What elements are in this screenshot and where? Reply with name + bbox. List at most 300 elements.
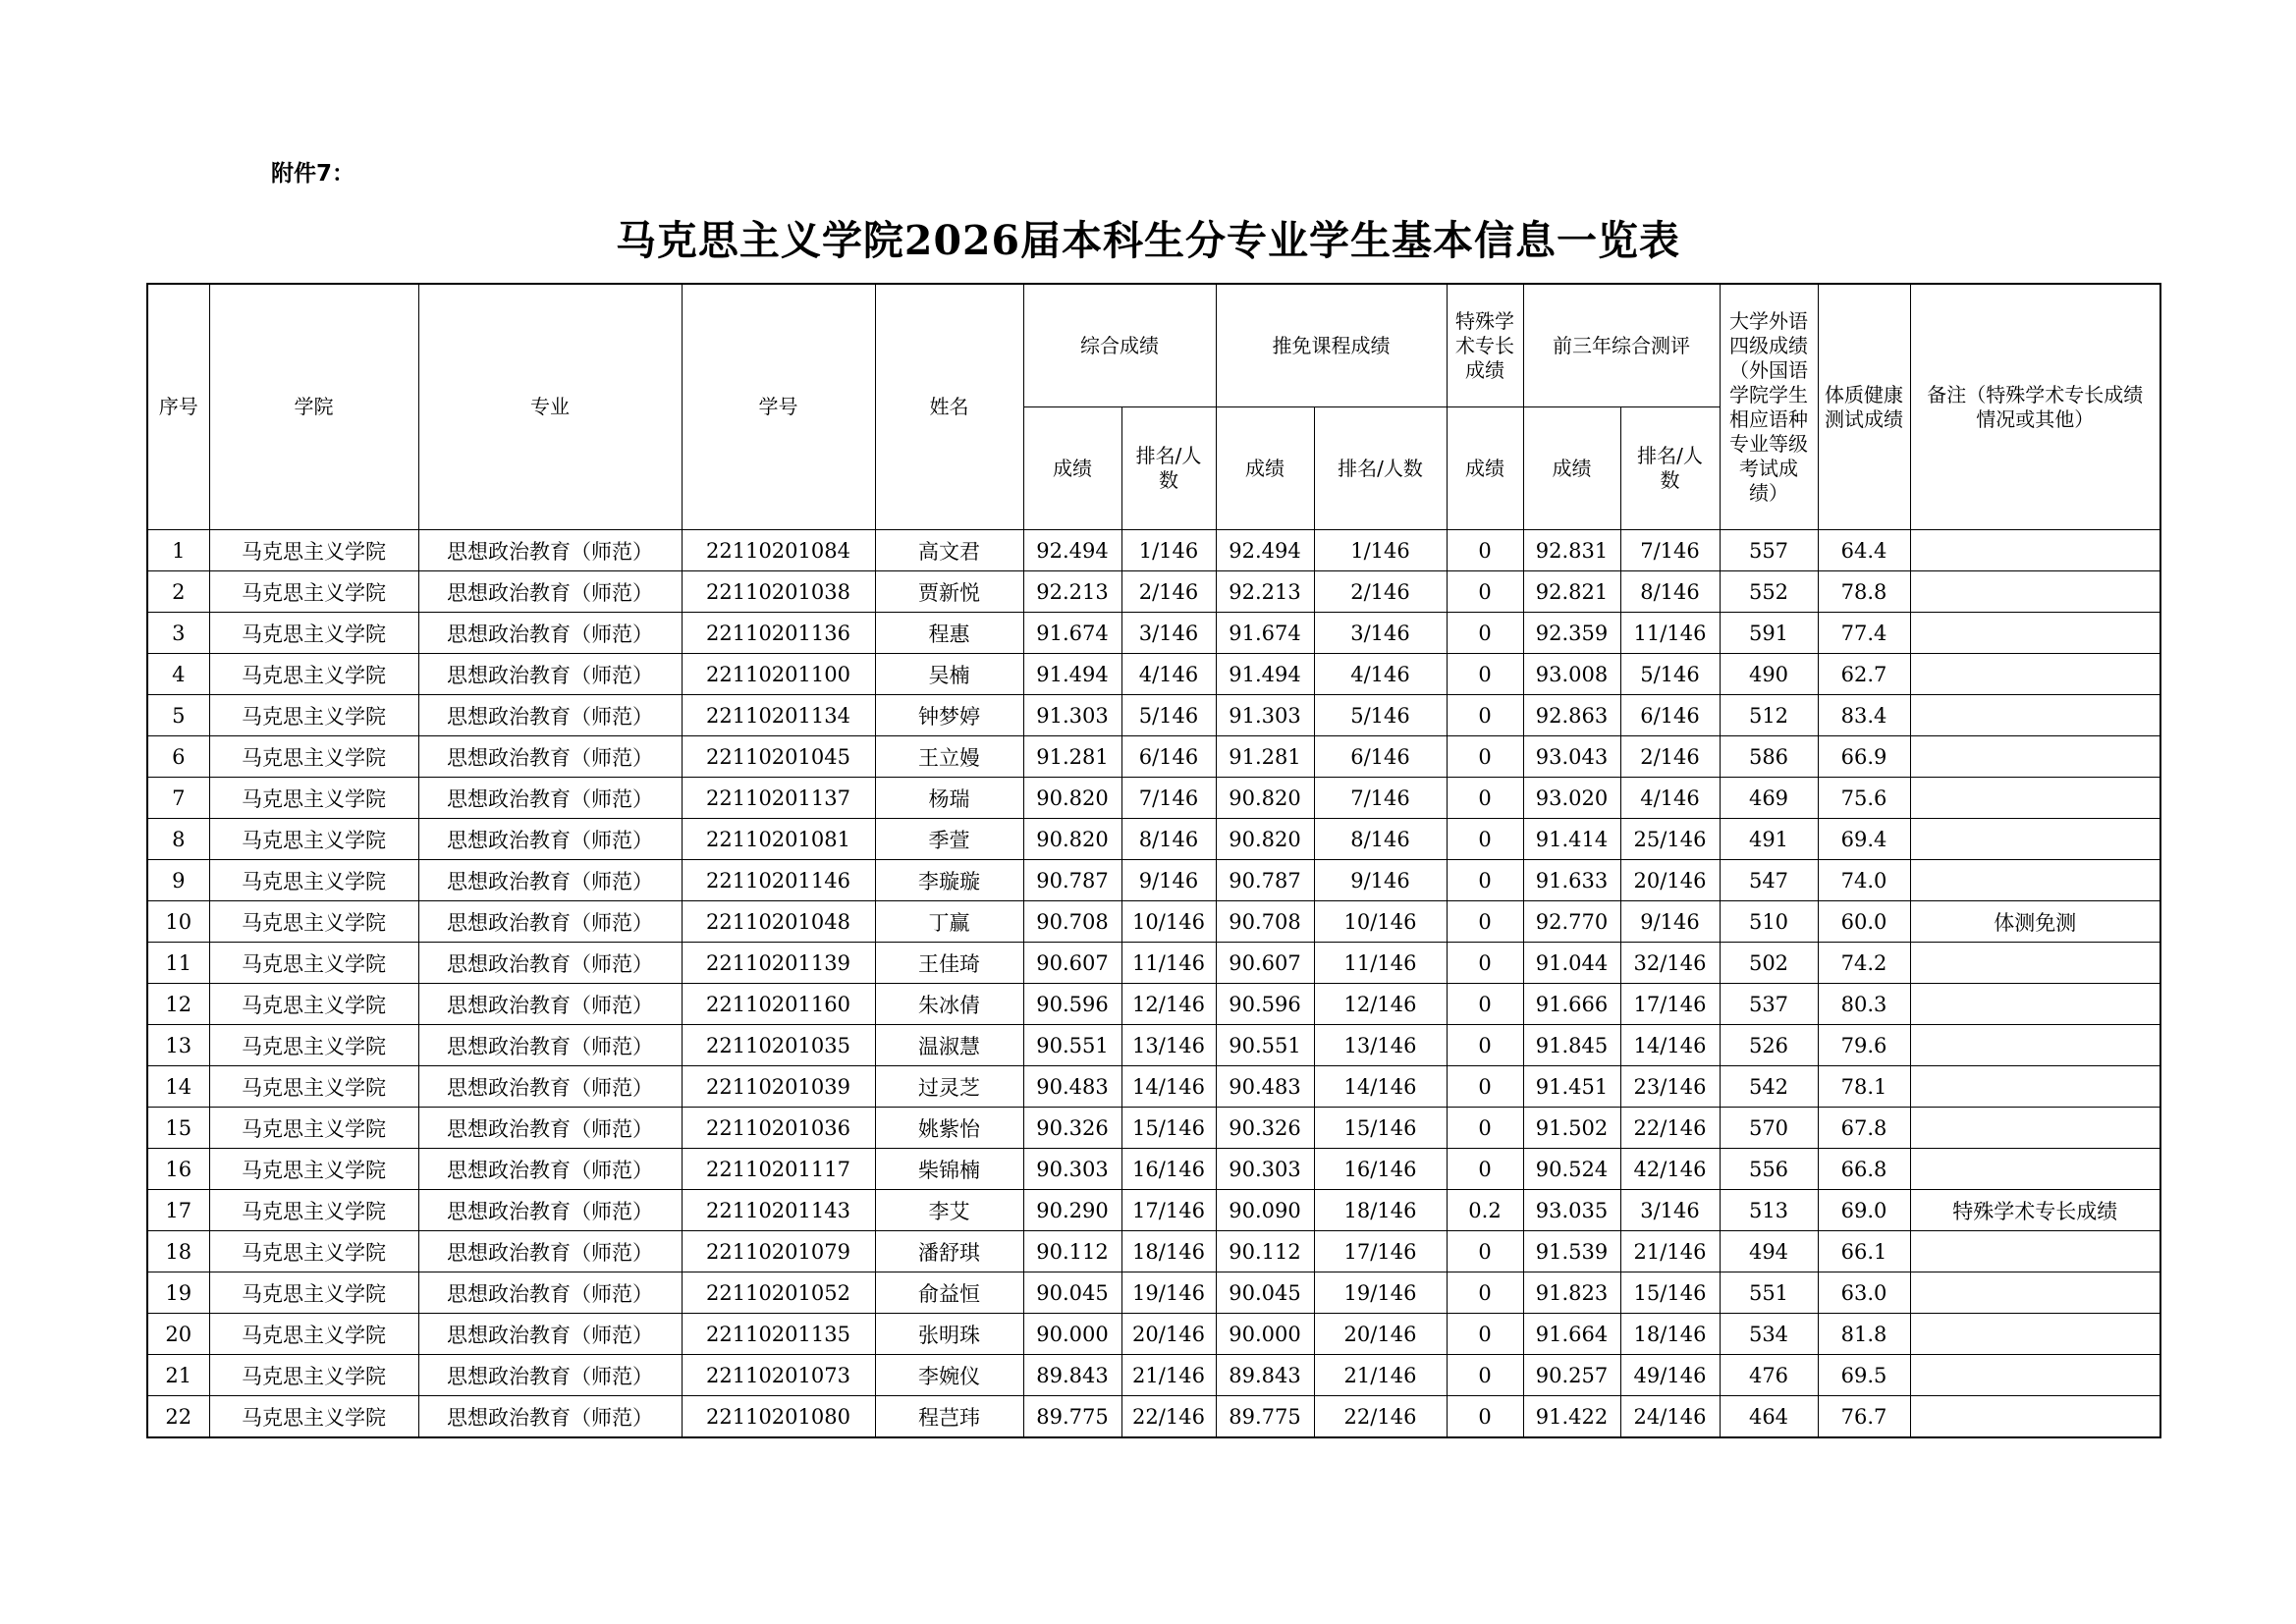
cell-recommend-score: 92.494 [1216, 530, 1314, 571]
cell-fitness: 69.0 [1818, 1190, 1910, 1231]
header-student-id: 学号 [682, 284, 875, 530]
cell-remark [1910, 943, 2160, 984]
cell-student-id: 22110201081 [682, 819, 875, 860]
cell-remark [1910, 613, 2160, 654]
cell-special-score: 0 [1447, 1231, 1523, 1272]
cell-three-year-score: 91.823 [1523, 1272, 1620, 1314]
cell-special-score: 0 [1447, 1314, 1523, 1355]
cell-composite-score: 90.112 [1023, 1231, 1121, 1272]
cell-seq: 4 [147, 654, 209, 695]
cell-three-year-rank: 14/146 [1620, 1025, 1720, 1066]
cell-composite-rank: 17/146 [1121, 1190, 1216, 1231]
cell-student-id: 22110201134 [682, 695, 875, 736]
cell-name: 姚紫怡 [875, 1108, 1023, 1149]
cell-cet4: 534 [1720, 1314, 1818, 1355]
cell-cet4: 570 [1720, 1108, 1818, 1149]
cell-recommend-score: 90.112 [1216, 1231, 1314, 1272]
cell-three-year-rank: 25/146 [1620, 819, 1720, 860]
cell-composite-score: 91.674 [1023, 613, 1121, 654]
header-special-score: 成绩 [1447, 407, 1523, 530]
cell-composite-rank: 8/146 [1121, 819, 1216, 860]
cell-composite-score: 90.326 [1023, 1108, 1121, 1149]
cell-seq: 5 [147, 695, 209, 736]
cell-three-year-score: 92.831 [1523, 530, 1620, 571]
cell-composite-rank: 20/146 [1121, 1314, 1216, 1355]
cell-three-year-score: 92.821 [1523, 571, 1620, 613]
cell-name: 张明珠 [875, 1314, 1023, 1355]
cell-three-year-rank: 2/146 [1620, 736, 1720, 778]
cell-major: 思想政治教育（师范） [418, 819, 682, 860]
cell-remark [1910, 1314, 2160, 1355]
cell-fitness: 78.1 [1818, 1066, 1910, 1108]
cell-fitness: 74.2 [1818, 943, 1910, 984]
cell-seq: 14 [147, 1066, 209, 1108]
cell-student-id: 22110201160 [682, 984, 875, 1025]
cell-student-id: 22110201143 [682, 1190, 875, 1231]
cell-name: 吴楠 [875, 654, 1023, 695]
cell-cet4: 469 [1720, 778, 1818, 819]
cell-student-id: 22110201135 [682, 1314, 875, 1355]
cell-name: 程芑玮 [875, 1396, 1023, 1438]
table-row [147, 984, 2160, 1025]
cell-college: 马克思主义学院 [209, 778, 418, 819]
cell-recommend-score: 90.708 [1216, 901, 1314, 943]
cell-composite-rank: 15/146 [1121, 1108, 1216, 1149]
cell-remark [1910, 1396, 2160, 1438]
cell-college: 马克思主义学院 [209, 736, 418, 778]
cell-college: 马克思主义学院 [209, 1396, 418, 1438]
cell-major: 思想政治教育（师范） [418, 736, 682, 778]
cell-special-score: 0 [1447, 654, 1523, 695]
cell-composite-rank: 6/146 [1121, 736, 1216, 778]
cell-fitness: 60.0 [1818, 901, 1910, 943]
cell-composite-score: 90.596 [1023, 984, 1121, 1025]
cell-seq: 18 [147, 1231, 209, 1272]
cell-three-year-rank: 49/146 [1620, 1355, 1720, 1396]
table-row [147, 1272, 2160, 1314]
cell-major: 思想政治教育（师范） [418, 1190, 682, 1231]
cell-special-score: 0 [1447, 943, 1523, 984]
cell-cet4: 464 [1720, 1396, 1818, 1438]
cell-name: 李艾 [875, 1190, 1023, 1231]
cell-composite-score: 91.281 [1023, 736, 1121, 778]
cell-remark [1910, 1108, 2160, 1149]
cell-seq: 8 [147, 819, 209, 860]
cell-major: 思想政治教育（师范） [418, 1108, 682, 1149]
cell-student-id: 22110201048 [682, 901, 875, 943]
table-row [147, 778, 2160, 819]
cell-fitness: 67.8 [1818, 1108, 1910, 1149]
cell-composite-score: 90.290 [1023, 1190, 1121, 1231]
cell-recommend-score: 90.551 [1216, 1025, 1314, 1066]
cell-remark [1910, 654, 2160, 695]
cell-composite-rank: 13/146 [1121, 1025, 1216, 1066]
cell-composite-score: 90.607 [1023, 943, 1121, 984]
cell-recommend-rank: 20/146 [1314, 1314, 1447, 1355]
cell-student-id: 22110201084 [682, 530, 875, 571]
cell-seq: 17 [147, 1190, 209, 1231]
cell-remark [1910, 1355, 2160, 1396]
cell-recommend-score: 90.090 [1216, 1190, 1314, 1231]
header-composite: 综合成绩 [1023, 284, 1216, 407]
cell-student-id: 22110201080 [682, 1396, 875, 1438]
table-row [147, 736, 2160, 778]
cell-recommend-rank: 6/146 [1314, 736, 1447, 778]
cell-name: 温淑慧 [875, 1025, 1023, 1066]
cell-fitness: 79.6 [1818, 1025, 1910, 1066]
cell-seq: 16 [147, 1149, 209, 1190]
cell-three-year-score: 91.539 [1523, 1231, 1620, 1272]
cell-three-year-score: 91.666 [1523, 984, 1620, 1025]
cell-college: 马克思主义学院 [209, 1108, 418, 1149]
cell-three-year-rank: 9/146 [1620, 901, 1720, 943]
cell-special-score: 0 [1447, 778, 1523, 819]
cell-three-year-score: 91.633 [1523, 860, 1620, 901]
cell-major: 思想政治教育（师范） [418, 901, 682, 943]
cell-three-year-rank: 42/146 [1620, 1149, 1720, 1190]
cell-fitness: 64.4 [1818, 530, 1910, 571]
cell-recommend-rank: 7/146 [1314, 778, 1447, 819]
cell-student-id: 22110201036 [682, 1108, 875, 1149]
cell-cet4: 547 [1720, 860, 1818, 901]
cell-three-year-rank: 23/146 [1620, 1066, 1720, 1108]
cell-seq: 13 [147, 1025, 209, 1066]
cell-major: 思想政治教育（师范） [418, 943, 682, 984]
table-row [147, 901, 2160, 943]
cell-recommend-rank: 19/146 [1314, 1272, 1447, 1314]
cell-three-year-rank: 17/146 [1620, 984, 1720, 1025]
cell-fitness: 75.6 [1818, 778, 1910, 819]
cell-seq: 22 [147, 1396, 209, 1438]
cell-major: 思想政治教育（师范） [418, 1231, 682, 1272]
cell-three-year-score: 91.414 [1523, 819, 1620, 860]
cell-recommend-rank: 14/146 [1314, 1066, 1447, 1108]
cell-college: 马克思主义学院 [209, 1272, 418, 1314]
cell-recommend-score: 92.213 [1216, 571, 1314, 613]
cell-remark [1910, 1066, 2160, 1108]
cell-special-score: 0 [1447, 819, 1523, 860]
cell-cet4: 586 [1720, 736, 1818, 778]
table-row [147, 1231, 2160, 1272]
cell-composite-rank: 7/146 [1121, 778, 1216, 819]
cell-name: 丁赢 [875, 901, 1023, 943]
cell-special-score: 0 [1447, 613, 1523, 654]
cell-remark [1910, 530, 2160, 571]
cell-seq: 9 [147, 860, 209, 901]
cell-three-year-score: 91.451 [1523, 1066, 1620, 1108]
cell-recommend-rank: 16/146 [1314, 1149, 1447, 1190]
cell-seq: 6 [147, 736, 209, 778]
cell-student-id: 22110201136 [682, 613, 875, 654]
cell-remark [1910, 984, 2160, 1025]
cell-special-score: 0 [1447, 695, 1523, 736]
cell-recommend-rank: 8/146 [1314, 819, 1447, 860]
cell-three-year-score: 92.770 [1523, 901, 1620, 943]
table-body [147, 530, 2160, 1438]
cell-seq: 7 [147, 778, 209, 819]
cell-remark [1910, 1272, 2160, 1314]
cell-special-score: 0 [1447, 984, 1523, 1025]
cell-major: 思想政治教育（师范） [418, 695, 682, 736]
cell-cet4: 491 [1720, 819, 1818, 860]
cell-composite-score: 92.494 [1023, 530, 1121, 571]
cell-three-year-score: 93.008 [1523, 654, 1620, 695]
table-row [147, 654, 2160, 695]
header-fitness: 体质健康测试成绩 [1818, 284, 1910, 530]
cell-fitness: 76.7 [1818, 1396, 1910, 1438]
cell-name: 王佳琦 [875, 943, 1023, 984]
table-row [147, 695, 2160, 736]
cell-student-id: 22110201139 [682, 943, 875, 984]
header-cet4: 大学外语四级成绩（外国语学院学生相应语种专业等级考试成绩） [1720, 284, 1818, 530]
cell-name: 李婉仪 [875, 1355, 1023, 1396]
cell-three-year-score: 93.035 [1523, 1190, 1620, 1231]
cell-composite-score: 91.494 [1023, 654, 1121, 695]
cell-fitness: 66.8 [1818, 1149, 1910, 1190]
table-row [147, 530, 2160, 571]
cell-major: 思想政治教育（师范） [418, 1066, 682, 1108]
cell-special-score: 0 [1447, 1355, 1523, 1396]
cell-composite-score: 90.000 [1023, 1314, 1121, 1355]
cell-recommend-rank: 17/146 [1314, 1231, 1447, 1272]
cell-student-id: 22110201052 [682, 1272, 875, 1314]
cell-three-year-score: 93.020 [1523, 778, 1620, 819]
table-row [147, 1396, 2160, 1438]
cell-cet4: 591 [1720, 613, 1818, 654]
cell-three-year-rank: 15/146 [1620, 1272, 1720, 1314]
cell-seq: 20 [147, 1314, 209, 1355]
table-row [147, 1314, 2160, 1355]
cell-composite-rank: 5/146 [1121, 695, 1216, 736]
cell-fitness: 69.4 [1818, 819, 1910, 860]
cell-special-score: 0 [1447, 1396, 1523, 1438]
cell-recommend-rank: 12/146 [1314, 984, 1447, 1025]
cell-fitness: 69.5 [1818, 1355, 1910, 1396]
cell-major: 思想政治教育（师范） [418, 613, 682, 654]
table-row [147, 1108, 2160, 1149]
cell-name: 高文君 [875, 530, 1023, 571]
cell-composite-score: 90.820 [1023, 819, 1121, 860]
cell-fitness: 80.3 [1818, 984, 1910, 1025]
cell-recommend-score: 90.820 [1216, 778, 1314, 819]
cell-fitness: 62.7 [1818, 654, 1910, 695]
cell-major: 思想政治教育（师范） [418, 984, 682, 1025]
cell-college: 马克思主义学院 [209, 943, 418, 984]
cell-college: 马克思主义学院 [209, 819, 418, 860]
cell-college: 马克思主义学院 [209, 1149, 418, 1190]
cell-recommend-score: 91.303 [1216, 695, 1314, 736]
cell-major: 思想政治教育（师范） [418, 778, 682, 819]
cell-college: 马克思主义学院 [209, 654, 418, 695]
cell-major: 思想政治教育（师范） [418, 530, 682, 571]
cell-recommend-score: 91.674 [1216, 613, 1314, 654]
cell-recommend-score: 90.045 [1216, 1272, 1314, 1314]
cell-cet4: 512 [1720, 695, 1818, 736]
cell-composite-score: 89.843 [1023, 1355, 1121, 1396]
cell-composite-rank: 19/146 [1121, 1272, 1216, 1314]
cell-recommend-score: 91.281 [1216, 736, 1314, 778]
cell-composite-rank: 1/146 [1121, 530, 1216, 571]
cell-composite-rank: 10/146 [1121, 901, 1216, 943]
cell-college: 马克思主义学院 [209, 984, 418, 1025]
cell-remark [1910, 860, 2160, 901]
cell-seq: 21 [147, 1355, 209, 1396]
table-row [147, 860, 2160, 901]
cell-seq: 15 [147, 1108, 209, 1149]
cell-seq: 11 [147, 943, 209, 984]
cell-recommend-score: 90.787 [1216, 860, 1314, 901]
cell-recommend-rank: 5/146 [1314, 695, 1447, 736]
cell-college: 马克思主义学院 [209, 530, 418, 571]
cell-college: 马克思主义学院 [209, 901, 418, 943]
cell-special-score: 0 [1447, 736, 1523, 778]
cell-major: 思想政治教育（师范） [418, 654, 682, 695]
cell-three-year-score: 92.863 [1523, 695, 1620, 736]
cell-three-year-rank: 20/146 [1620, 860, 1720, 901]
cell-recommend-rank: 9/146 [1314, 860, 1447, 901]
cell-special-score: 0 [1447, 1108, 1523, 1149]
header-name: 姓名 [875, 284, 1023, 530]
header-seq: 序号 [147, 284, 209, 530]
attachment-label: 附件7： [271, 161, 355, 187]
student-info-table [146, 283, 2161, 1438]
cell-recommend-score: 90.596 [1216, 984, 1314, 1025]
cell-cet4: 476 [1720, 1355, 1818, 1396]
cell-recommend-rank: 18/146 [1314, 1190, 1447, 1231]
cell-composite-rank: 18/146 [1121, 1231, 1216, 1272]
cell-seq: 10 [147, 901, 209, 943]
cell-student-id: 22110201035 [682, 1025, 875, 1066]
header-composite-rank: 排名/人数 [1121, 407, 1216, 530]
cell-recommend-score: 90.303 [1216, 1149, 1314, 1190]
cell-student-id: 22110201079 [682, 1231, 875, 1272]
cell-recommend-score: 91.494 [1216, 654, 1314, 695]
cell-three-year-rank: 11/146 [1620, 613, 1720, 654]
cell-recommend-rank: 1/146 [1314, 530, 1447, 571]
cell-name: 李璇璇 [875, 860, 1023, 901]
cell-seq: 1 [147, 530, 209, 571]
cell-recommend-rank: 4/146 [1314, 654, 1447, 695]
cell-name: 季萱 [875, 819, 1023, 860]
header-college: 学院 [209, 284, 418, 530]
cell-student-id: 22110201117 [682, 1149, 875, 1190]
header-major: 专业 [418, 284, 682, 530]
cell-name: 潘舒琪 [875, 1231, 1023, 1272]
cell-three-year-score: 92.359 [1523, 613, 1620, 654]
cell-three-year-score: 90.524 [1523, 1149, 1620, 1190]
cell-recommend-rank: 2/146 [1314, 571, 1447, 613]
cell-cet4: 526 [1720, 1025, 1818, 1066]
header-three-year: 前三年综合测评 [1523, 284, 1720, 407]
cell-special-score: 0 [1447, 1025, 1523, 1066]
cell-fitness: 66.9 [1818, 736, 1910, 778]
cell-composite-score: 90.303 [1023, 1149, 1121, 1190]
cell-recommend-score: 89.775 [1216, 1396, 1314, 1438]
cell-college: 马克思主义学院 [209, 571, 418, 613]
cell-cet4: 551 [1720, 1272, 1818, 1314]
cell-composite-score: 89.775 [1023, 1396, 1121, 1438]
table-row [147, 819, 2160, 860]
cell-student-id: 22110201137 [682, 778, 875, 819]
cell-cet4: 557 [1720, 530, 1818, 571]
cell-fitness: 74.0 [1818, 860, 1910, 901]
cell-recommend-rank: 15/146 [1314, 1108, 1447, 1149]
header-three-year-score: 成绩 [1523, 407, 1620, 530]
table-row [147, 613, 2160, 654]
cell-name: 柴锦楠 [875, 1149, 1023, 1190]
cell-cet4: 513 [1720, 1190, 1818, 1231]
cell-recommend-score: 89.843 [1216, 1355, 1314, 1396]
cell-composite-score: 90.551 [1023, 1025, 1121, 1066]
table-row [147, 571, 2160, 613]
header-recommend: 推免课程成绩 [1216, 284, 1447, 407]
cell-recommend-rank: 13/146 [1314, 1025, 1447, 1066]
cell-recommend-score: 90.820 [1216, 819, 1314, 860]
cell-composite-score: 90.820 [1023, 778, 1121, 819]
cell-composite-score: 90.708 [1023, 901, 1121, 943]
cell-student-id: 22110201045 [682, 736, 875, 778]
cell-recommend-rank: 3/146 [1314, 613, 1447, 654]
cell-fitness: 78.8 [1818, 571, 1910, 613]
cell-student-id: 22110201039 [682, 1066, 875, 1108]
cell-special-score: 0 [1447, 571, 1523, 613]
cell-three-year-score: 91.502 [1523, 1108, 1620, 1149]
cell-cet4: 510 [1720, 901, 1818, 943]
cell-fitness: 63.0 [1818, 1272, 1910, 1314]
cell-cet4: 494 [1720, 1231, 1818, 1272]
header-recommend-score: 成绩 [1216, 407, 1314, 530]
cell-recommend-score: 90.326 [1216, 1108, 1314, 1149]
cell-remark [1910, 695, 2160, 736]
cell-three-year-rank: 4/146 [1620, 778, 1720, 819]
cell-recommend-rank: 21/146 [1314, 1355, 1447, 1396]
cell-recommend-score: 90.483 [1216, 1066, 1314, 1108]
cell-remark [1910, 819, 2160, 860]
header-recommend-rank: 排名/人数 [1314, 407, 1447, 530]
cell-remark [1910, 1231, 2160, 1272]
cell-remark [1910, 1149, 2160, 1190]
cell-special-score: 0 [1447, 860, 1523, 901]
cell-remark: 体测免测 [1910, 901, 2160, 943]
cell-recommend-rank: 11/146 [1314, 943, 1447, 984]
cell-composite-rank: 3/146 [1121, 613, 1216, 654]
cell-three-year-rank: 22/146 [1620, 1108, 1720, 1149]
cell-three-year-score: 93.043 [1523, 736, 1620, 778]
table-row [147, 1025, 2160, 1066]
cell-special-score: 0 [1447, 1149, 1523, 1190]
cell-college: 马克思主义学院 [209, 1066, 418, 1108]
cell-college: 马克思主义学院 [209, 613, 418, 654]
cell-three-year-rank: 21/146 [1620, 1231, 1720, 1272]
cell-three-year-score: 90.257 [1523, 1355, 1620, 1396]
cell-seq: 19 [147, 1272, 209, 1314]
cell-three-year-score: 91.664 [1523, 1314, 1620, 1355]
cell-composite-rank: 14/146 [1121, 1066, 1216, 1108]
cell-three-year-rank: 8/146 [1620, 571, 1720, 613]
cell-three-year-rank: 5/146 [1620, 654, 1720, 695]
cell-three-year-rank: 24/146 [1620, 1396, 1720, 1438]
cell-name: 程惠 [875, 613, 1023, 654]
cell-special-score: 0 [1447, 1272, 1523, 1314]
header-remark: 备注（特殊学术专长成绩情况或其他） [1910, 284, 2160, 530]
cell-major: 思想政治教育（师范） [418, 1314, 682, 1355]
cell-composite-score: 91.303 [1023, 695, 1121, 736]
cell-name: 王立嫚 [875, 736, 1023, 778]
table-row [147, 943, 2160, 984]
cell-cet4: 537 [1720, 984, 1818, 1025]
cell-composite-rank: 4/146 [1121, 654, 1216, 695]
cell-seq: 2 [147, 571, 209, 613]
